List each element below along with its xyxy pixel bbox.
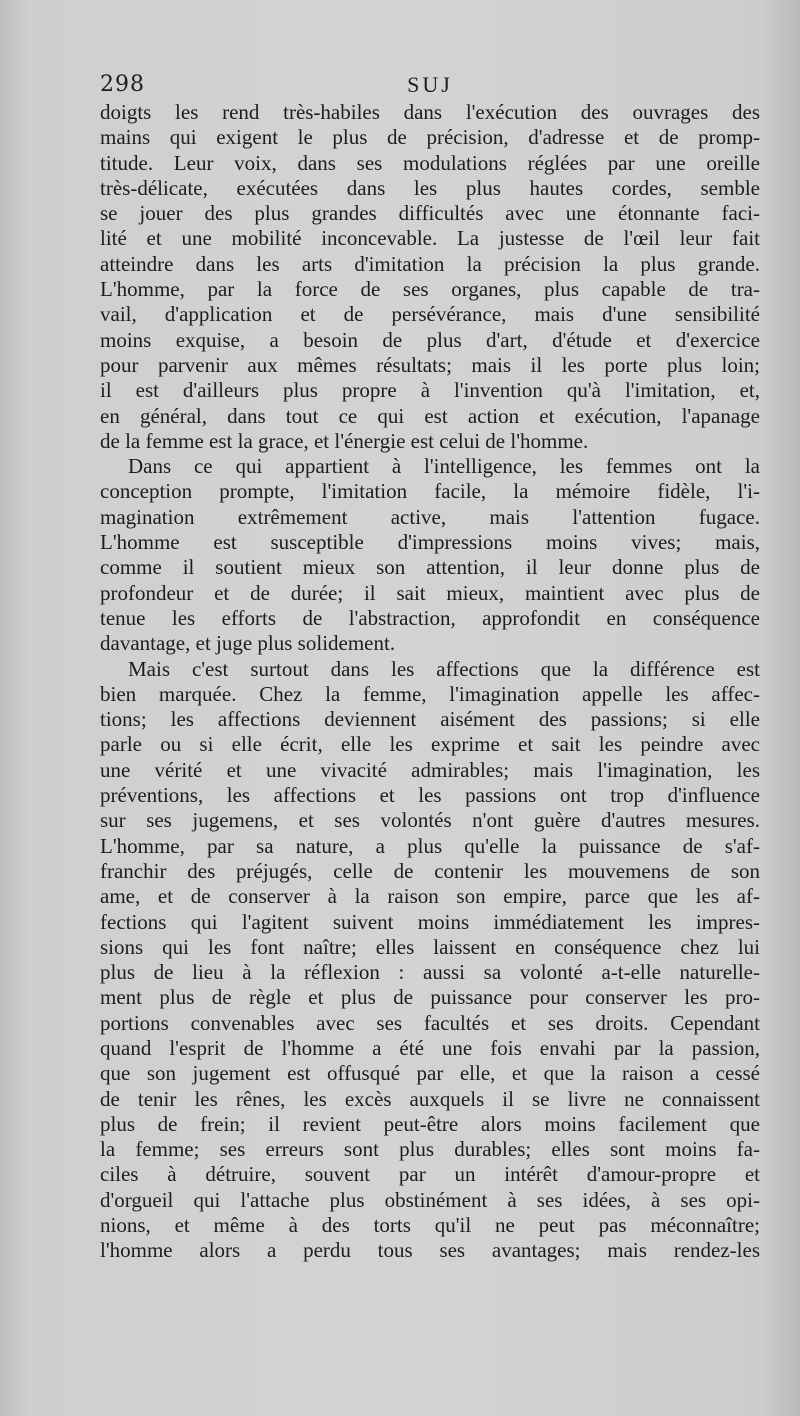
text-line: d'orgueil qui l'attache plus obstinément à ses idées, à ses opi- xyxy=(100,1187,760,1212)
text-line: que son jugement est offusqué par elle, et que la raison a cessé xyxy=(100,1061,760,1086)
text-line: l'homme alors a perdu tous ses avantages; mais rendez-les xyxy=(100,1238,760,1263)
text-line: portions convenables avec ses facultés et ses droits. Cependant xyxy=(100,1010,760,1035)
text-line: ment plus de règle et plus de puissance pour conserver les pro- xyxy=(100,985,760,1010)
text-line: ame, et de conserver à la raison son empire, parce que les af- xyxy=(100,884,760,909)
text-line: préventions, les affections et les passions ont trop d'influence xyxy=(100,783,760,808)
page-body-text xyxy=(100,100,760,1264)
text-line: sur ses jugemens, et ses volontés n'ont guère d'autres mesures. xyxy=(100,808,760,833)
text-line: L'homme, par la force de ses organes, plus capable de tra- xyxy=(100,277,760,302)
text-line: bien marquée. Chez la femme, l'imagination appelle les affec- xyxy=(100,681,760,706)
text-line: Dans ce qui appartient à l'intelligence, les femmes ont la xyxy=(128,454,760,479)
text-line: franchir des préjugés, celle de contenir les mouvemens de son xyxy=(100,858,760,883)
text-line: parle ou si elle écrit, elle les exprime et sait les peindre avec xyxy=(100,732,760,757)
text-line: Mais c'est surtout dans les affections que la différence est xyxy=(128,656,760,681)
text-line: davantage, et juge plus solidement. xyxy=(100,631,396,656)
page-header xyxy=(100,72,760,102)
text-line: titude. Leur voix, dans ses modulations réglées par une oreille xyxy=(100,150,760,175)
text-line: comme il soutient mieux son attention, il leur donne plus de xyxy=(100,555,760,580)
running-head: SUJ xyxy=(407,72,453,97)
text-line: se jouer des plus grandes difficultés avec une étonnante faci- xyxy=(100,201,760,226)
text-line: la femme; ses erreurs sont plus durables; elles sont moins fa- xyxy=(100,1137,760,1162)
text-line: pour parvenir aux mêmes résultats; mais il les porte plus loin; xyxy=(100,352,760,377)
text-line: quand l'esprit de l'homme a été une fois envahi par la passion, xyxy=(100,1035,760,1060)
text-line: il est d'ailleurs plus propre à l'invention qu'à l'imitation, et, xyxy=(100,378,760,403)
text-line: très-délicate, exécutées dans les plus hautes cordes, semble xyxy=(100,175,760,200)
text-line: magination extrêmement active, mais l'attention fugace. xyxy=(100,504,760,529)
text-line: tions; les affections deviennent aisément des passions; si elle xyxy=(100,707,760,732)
text-line: ciles à détruire, souvent par un intérêt d'amour-propre et xyxy=(100,1162,760,1187)
text-line: moins exquise, a besoin de plus d'art, d'étude et d'exercice xyxy=(100,327,760,352)
text-line: lité et une mobilité inconcevable. La justesse de l'œil leur fait xyxy=(100,226,760,251)
text-line: profondeur et de durée; il sait mieux, maintient avec plus de xyxy=(100,580,760,605)
text-line: de la femme est la grace, et l'énergie est celui de l'homme. xyxy=(100,428,589,453)
text-line: plus de frein; il revient peut-être alors moins facilement que xyxy=(100,1111,760,1136)
text-line: sions qui les font naître; elles laissent en conséquence chez lui xyxy=(100,934,760,959)
text-line: plus de lieu à la réflexion : aussi sa volonté a-t-elle naturelle- xyxy=(100,960,760,985)
text-line: de tenir les rênes, les excès auxquels il se livre ne connaissent xyxy=(100,1086,760,1111)
text-line: une vérité et une vivacité admirables; mais l'imagination, les xyxy=(100,757,760,782)
page-number: 298 xyxy=(100,72,145,97)
text-line: vail, d'application et de persévérance, mais d'une sensibilité xyxy=(100,302,760,327)
text-line: conception prompte, l'imitation facile, la mémoire fidèle, l'i- xyxy=(100,479,760,504)
text-line: mains qui exigent le plus de précision, d'adresse et de promp- xyxy=(100,125,760,150)
text-line: L'homme, par sa nature, a plus qu'elle la puissance de s'af- xyxy=(100,833,760,858)
text-line: tenue les efforts de l'abstraction, approfondit en conséquence xyxy=(100,605,760,630)
text-line: atteindre dans les arts d'imitation la précision la plus grande. xyxy=(100,251,760,276)
text-line: doigts les rend très-habiles dans l'exécution des ouvrages des xyxy=(100,100,760,124)
text-line: en général, dans tout ce qui est action et exécution, l'apanage xyxy=(100,403,760,428)
text-line: nions, et même à des torts qu'il ne peut pas méconnaître; xyxy=(100,1213,760,1238)
text-line: L'homme est susceptible d'impressions moins vives; mais, xyxy=(100,530,760,555)
text-line: fections qui l'agitent suivent moins immédiatement les impres- xyxy=(100,909,760,934)
